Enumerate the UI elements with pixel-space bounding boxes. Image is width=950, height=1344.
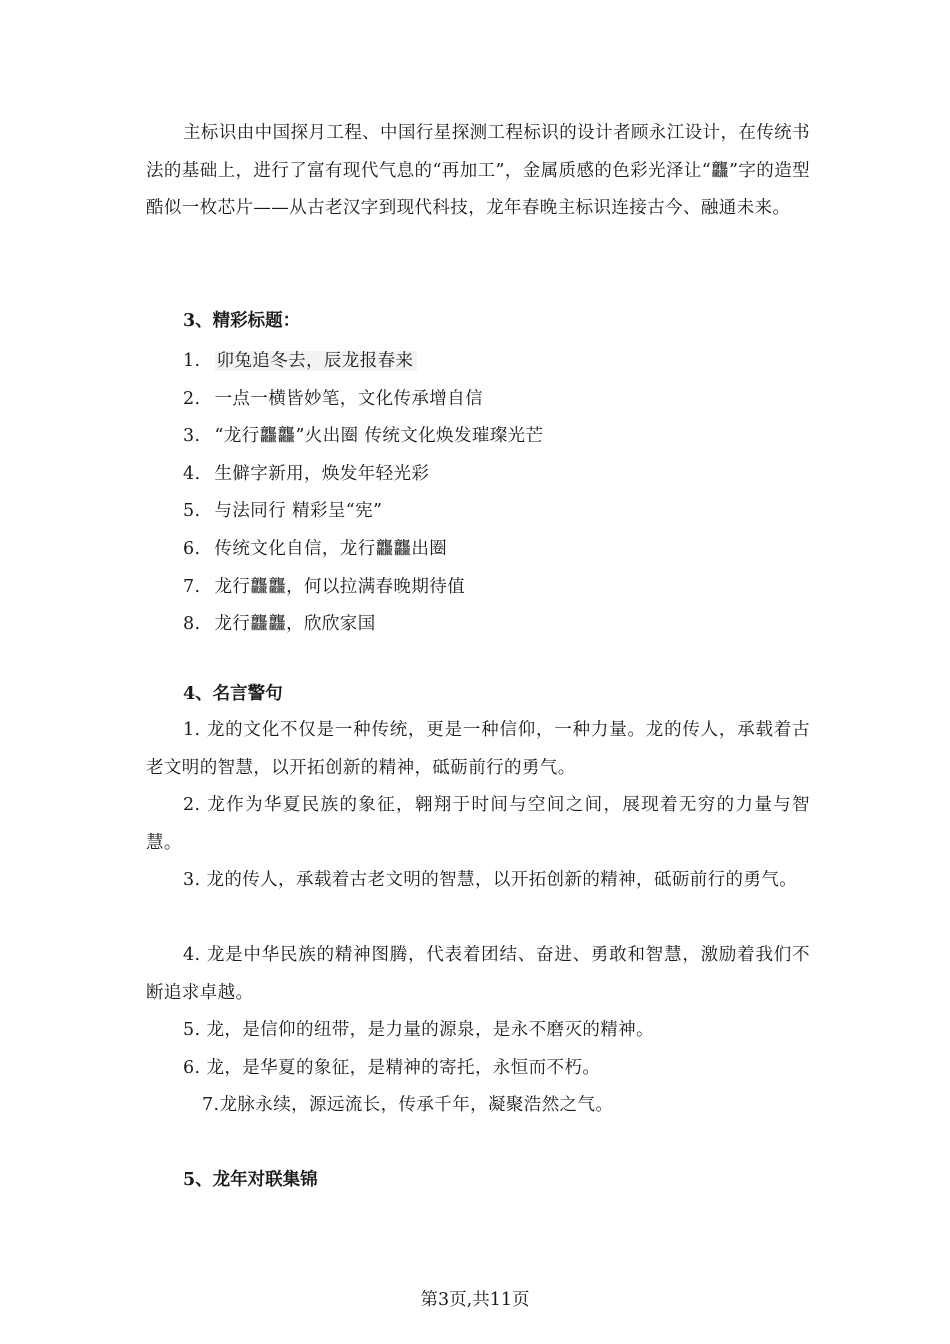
list-item: 8. 龙行龘龘，欣欣家国 (183, 614, 376, 635)
quote-paragraph: 4. 龙是中华民族的精神图腾，代表着团结、奋进、勇敢和智慧，激励着我们不断追求卓越。 (146, 945, 810, 1003)
list-item: 6. 传统文化自信，龙行龘龘出圈 (183, 538, 448, 559)
quote-paragraph: 5. 龙，是信仰的纽带，是力量的源泉，是永不磨灭的精神。 (183, 1020, 654, 1040)
section-4-heading: 4、名言警句 (183, 684, 283, 704)
list-item: 4. 生僻字新用，焕发年轻光彩 (183, 463, 430, 484)
list-item: 2. 一点一横皆妙笔，文化传承增自信 (183, 388, 483, 409)
quote-paragraph: 7.龙脉永续，源远流长，传承千年，凝聚浩然之气。 (202, 1095, 614, 1115)
section-5-heading: 5、龙年对联集锦 (183, 1170, 318, 1190)
list-item: 1. 卯兔追冬去，辰龙报春来 (183, 343, 543, 381)
quote-paragraph: 3. 龙的传人，承载着古老文明的智慧，以开拓创新的精神，砥砺前行的勇气。 (183, 870, 798, 890)
quote-paragraph: 6. 龙，是华夏的象征，是精神的寄托，永恒而不朽。 (183, 1058, 601, 1078)
section-3-heading: 3、精彩标题： (183, 311, 301, 331)
list-item: 3. “龙行龘龘”火出圈 传统文化焕发璀璨光芒 (183, 426, 544, 447)
list-item: 5. 与法同行 精彩呈“宪” (183, 501, 383, 522)
quote-paragraph: 2. 龙作为华夏民族的象征，翱翔于时间与空间之间，展现着无穷的力量与智慧。 (146, 795, 810, 853)
title-list (183, 343, 543, 644)
intro-paragraph: 主标识由中国探月工程、中国行星探测工程标识的设计者顾永江设计，在传统书法的基础上，进行了富有现代气息的“再加工”，金属质感的色彩光泽让“龘”字的造型酷似一枚芯片——从古老汉字到现代科技，龙年春晚主标识连接古今、融通未来。 (146, 123, 810, 218)
list-item: 7. 龙行龘龘，何以拉满春晚期待值 (183, 576, 466, 597)
quote-paragraph: 1. 龙的文化不仅是一种传统，更是一种信仰，一种力量。龙的传人，承载着古老文明的智慧，以开拓创新的精神，砥砺前行的勇气。 (146, 720, 810, 778)
page-number: 第3页,共11页 (420, 1290, 530, 1310)
